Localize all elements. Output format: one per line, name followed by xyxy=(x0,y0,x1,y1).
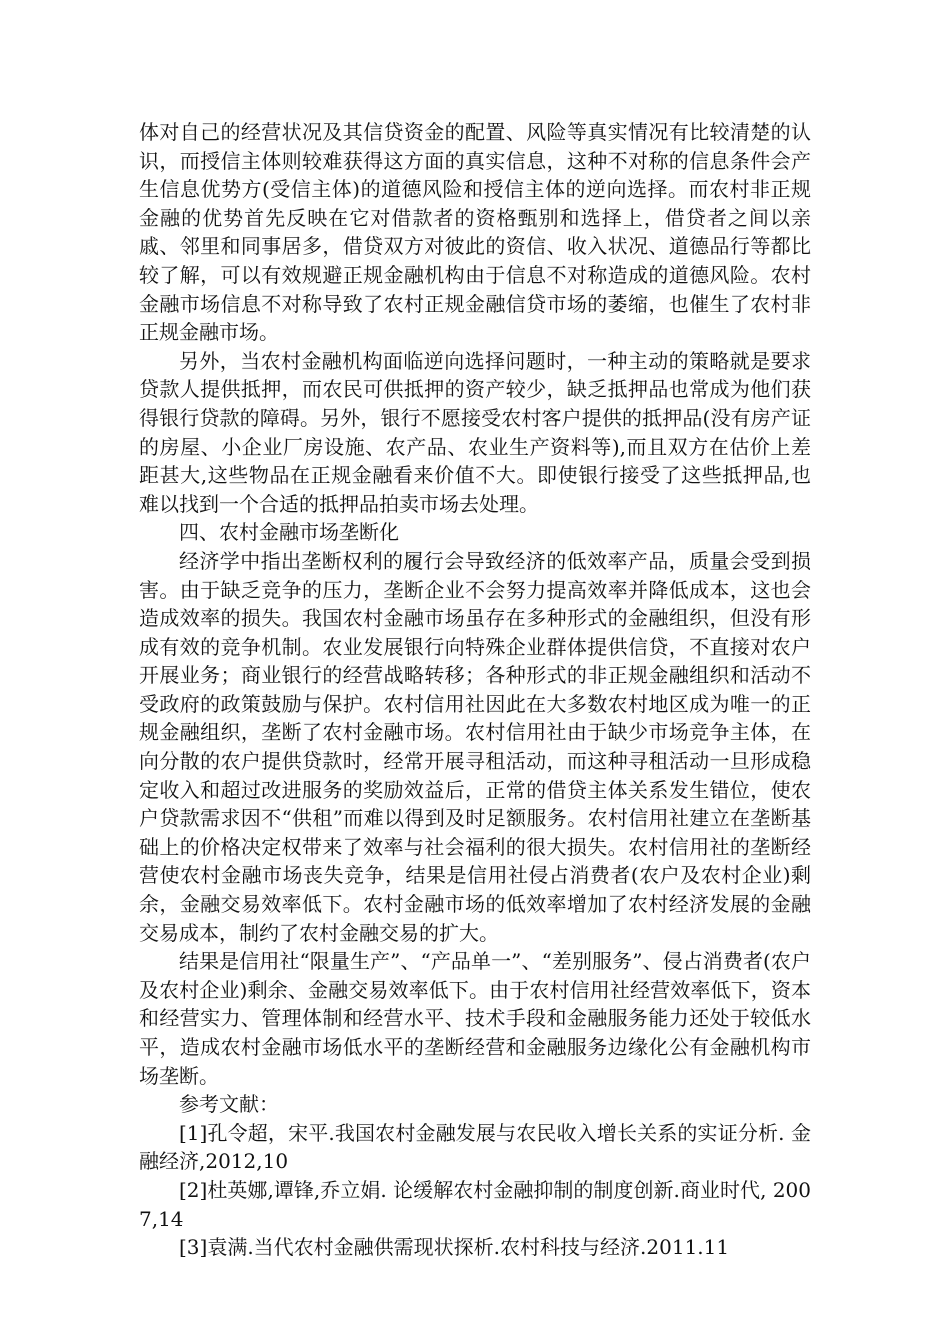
reference-1: [1]孔令超，宋平.我国农村金融发展与农民收入增长关系的实证分析. 金融经济,2012,10 xyxy=(139,1120,811,1174)
paragraph-2: 另外，当农村金融机构面临逆向选择问题时，一种主动的策略就是要求贷款人提供抵押，而农民可供抵押的资产较少，缺乏抵押品也常成为他们获得银行贷款的障碍。另外，银行不愿接受农村客户提供的抵押品(没有房产证的房屋、小企业厂房设施、农产品、农业生产资料等),而且双方在估价上差距甚大,这些物品在正规金融看来价值不大。即使银行接受了这些抵押品,也难以找到一个合适的抵押品拍卖市场去处理。 xyxy=(139,348,811,516)
reference-2: [2]杜英娜,谭锋,乔立娟. 论缓解农村金融抑制的制度创新.商业时代, 2007,14 xyxy=(139,1177,811,1231)
paragraph-4: 结果是信用社“限量生产”、“产品单一”、“差别服务”、侵占消费者(农户及农村企业)剩余、金融交易效率低下。由于农村信用社经营效率低下，资本和经营实力、管理体制和经营水平、技术手段和金融服务能力还处于较低水平，造成农村金融市场低水平的垄断经营和金融服务边缘化公有金融机构市场垄断。 xyxy=(139,949,811,1088)
references-title: 参考文献： xyxy=(179,1092,279,1117)
paragraph-1: 体对自己的经营状况及其信贷资金的配置、风险等真实情况有比较清楚的认识，而授信主体则较难获得这方面的真实信息，这种不对称的信息条件会产生信息优势方(受信主体)的道德风险和授信主体的逆向选择。而农村非正规金融的优势首先反映在它对借款者的资格甄别和选择上，借贷者之间以亲戚、邻里和同事居多，借贷双方对彼此的资信、收入状况、道德品行等都比较了解，可以有效规避正规金融机构由于信息不对称造成的道德风险。农村金融市场信息不对称导致了农村正规金融信贷市场的萎缩，也催生了农村非正规金融市场。 xyxy=(139,120,811,345)
reference-3: [3]袁满.当代农村金融供需现状探析.农村科技与经济.2011.11 xyxy=(179,1235,730,1260)
document-body xyxy=(139,118,811,1262)
paragraph-3: 经济学中指出垄断权利的履行会导致经济的低效率产品，质量会受到损害。由于缺乏竞争的压力，垄断企业不会努力提高效率并降低成本，这也会造成效率的损失。我国农村金融市场虽存在多种形式的金融组织，但没有形成有效的竞争机制。农业发展银行向特殊企业群体提供信贷，不直接对农户开展业务；商业银行的经营战略转移；各种形式的非正规金融组织和活动不受政府的政策鼓励与保护。农村信用社因此在大多数农村地区成为唯一的正规金融组织，垄断了农村金融市场。农村信用社由于缺少市场竞争主体，在向分散的农户提供贷款时，经常开展寻租活动，而这种寻租活动一旦形成稳定收入和超过改进服务的奖励效益后，正常的借贷主体关系发生错位，使农户贷款需求因不“供租”而难以得到及时足额服务。农村信用社建立在垄断基础上的价格决定权带来了效率与社会福利的很大损失。农村信用社的垄断经营使农村金融市场丧失竞争，结果是信用社侵占消费者(农户及农村企业)剩余，金融交易效率低下。农村金融市场的低效率增加了农村经济发展的金融交易成本，制约了农村金融交易的扩大。 xyxy=(139,548,811,945)
section-heading: 四、农村金融市场垄断化 xyxy=(179,520,399,545)
